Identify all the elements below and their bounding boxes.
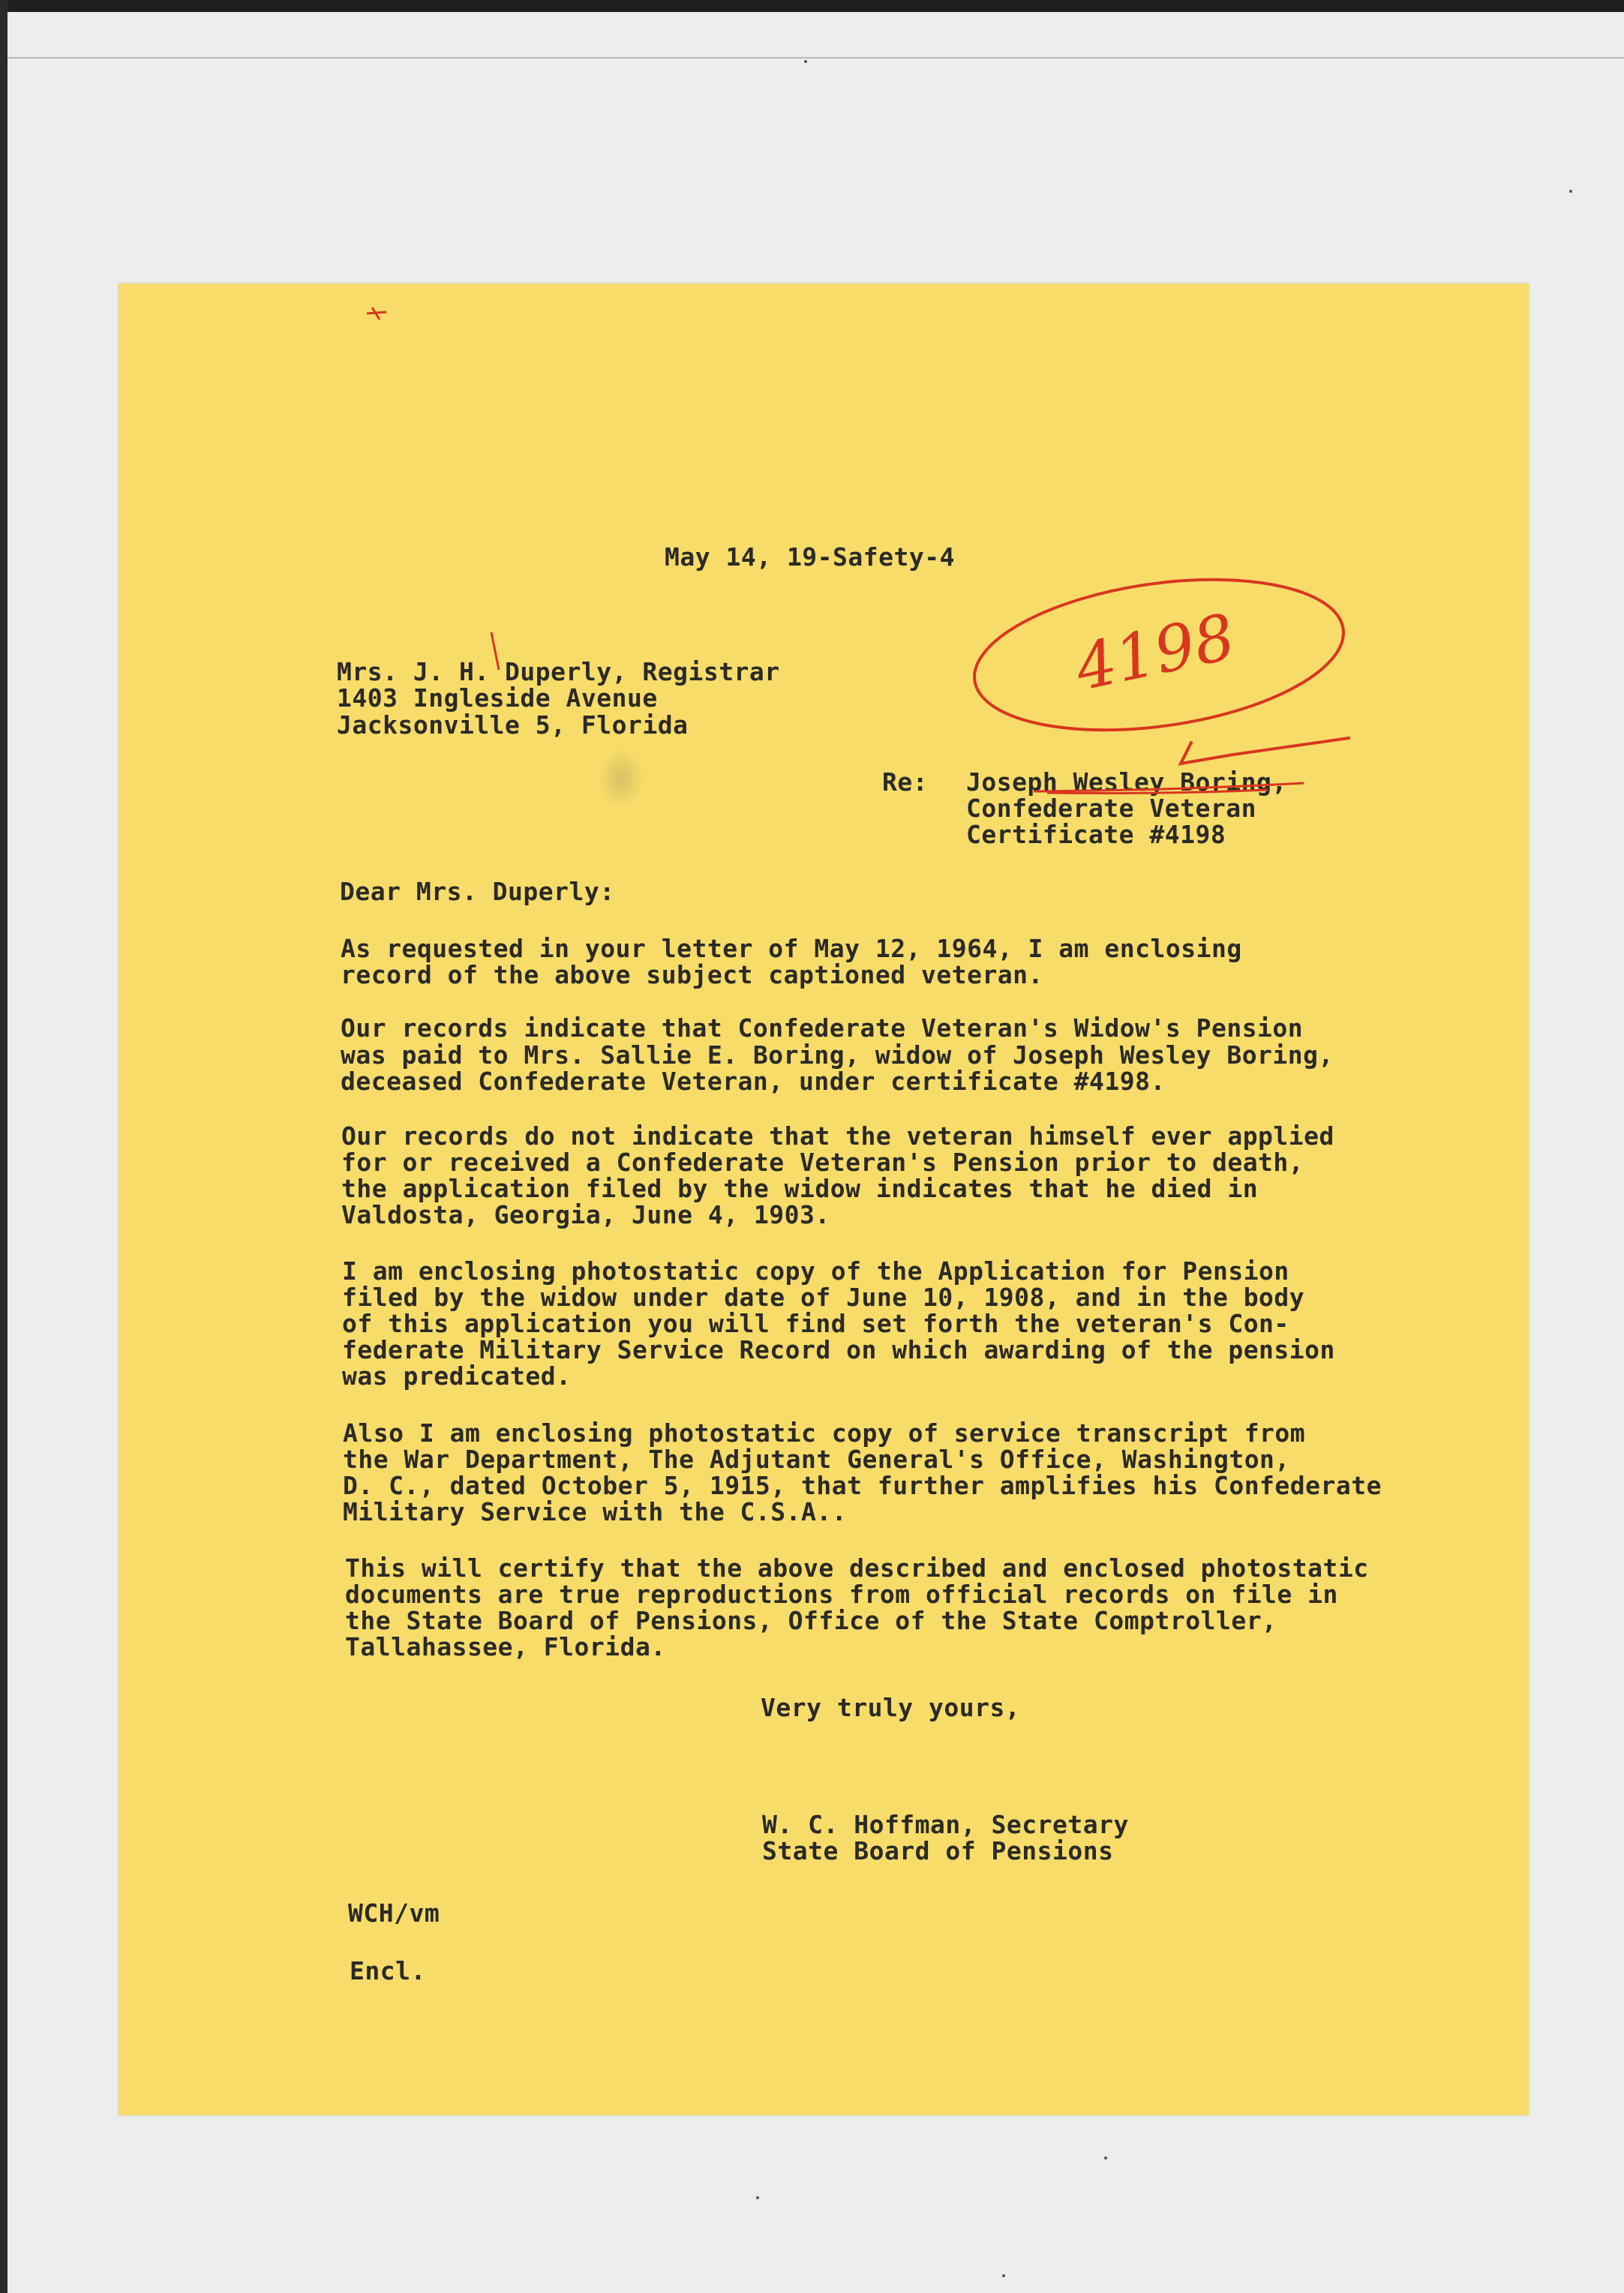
paragraph-line: the War Department, The Adjutant General's Office, Washington, [343, 1445, 1290, 1474]
paragraph-line: filed by the widow under date of June 10, 1908, and in the body [342, 1283, 1305, 1312]
re-line: Joseph Wesley Boring, [966, 767, 1287, 797]
salutation: Dear Mrs. Duperly: [340, 877, 615, 906]
dust-speck [804, 60, 807, 63]
letter-date: May 14, 19-Safety-4 [665, 542, 955, 572]
dust-speck [756, 2196, 759, 2199]
letter-page [119, 284, 1529, 2115]
paragraph-line: the application filed by the widow indicates that he died in [341, 1174, 1259, 1203]
scan-left-edge [0, 0, 8, 2293]
re-line: Certificate #4198 [966, 820, 1226, 849]
dust-speck [1002, 2274, 1005, 2277]
paragraph-line: Tallahassee, Florida. [345, 1632, 666, 1661]
paragraph-line: D. C., dated October 5, 1915, that further amplifies his Confederate [343, 1471, 1382, 1500]
re-label: Re: [882, 767, 929, 797]
closing: Very truly yours, [761, 1693, 1021, 1722]
paragraph-line: was paid to Mrs. Sallie E. Boring, widow of Joseph Wesley Boring, [341, 1040, 1334, 1070]
paragraph-line: record of the above subject captioned veteran. [341, 960, 1043, 989]
addressee-line: 1403 Ingleside Avenue [337, 683, 658, 713]
paragraph-line: for or received a Confederate Veteran's Pension prior to death, [341, 1148, 1304, 1177]
typist-initials: WCH/vm [348, 1898, 440, 1928]
paragraph-line: was predicated. [342, 1361, 572, 1391]
hand-check-stroke [1181, 738, 1349, 764]
paragraph-line: This will certify that the above described and enclosed photostatic [345, 1553, 1369, 1583]
scan-top-line [8, 57, 1624, 59]
paragraph-line: As requested in your letter of May 12, 1964, I am enclosing [341, 934, 1242, 963]
scan-top-edge [0, 0, 1624, 12]
paragraph-line: federate Military Service Record on which awarding of the pension [342, 1335, 1335, 1364]
paragraph-line: Valdosta, Georgia, June 4, 1903. [341, 1200, 830, 1229]
addressee-line: Jacksonville 5, Florida [337, 710, 689, 740]
hand-circle [965, 558, 1353, 751]
paragraph-line: deceased Confederate Veteran, under certificate #4198. [341, 1067, 1166, 1096]
enclosure-note: Encl. [350, 1956, 426, 1985]
re-line: Confederate Veteran [966, 794, 1256, 823]
paragraph-line: documents are true reproductions from official records on file in [345, 1580, 1338, 1609]
paragraph-line: Military Service with the C.S.A.. [343, 1497, 848, 1526]
paragraph-line: I am enclosing photostatic copy of the Application for Pension [342, 1256, 1289, 1286]
paragraph-line: Our records indicate that Confederate Veteran's Widow's Pension [341, 1013, 1304, 1043]
paragraph-line: Also I am enclosing photostatic copy of service transcript from [343, 1418, 1306, 1448]
corner-mark [367, 308, 386, 320]
handwritten-number: 4198 [1069, 599, 1241, 705]
paragraph-line: Our records do not indicate that the veteran himself ever applied [341, 1121, 1334, 1151]
dust-speck [1569, 190, 1572, 193]
addressee-line: Mrs. J. H. Duperly, Registrar [337, 657, 780, 686]
dust-speck [1104, 2156, 1107, 2159]
smudge-mark [599, 749, 644, 809]
signature-line: W. C. Hoffman, Secretary [762, 1810, 1129, 1839]
paragraph-line: of this application you will find set forth the veteran's Con- [342, 1309, 1289, 1338]
paragraph-line: the State Board of Pensions, Office of the State Comptroller, [345, 1606, 1277, 1635]
signature-line: State Board of Pensions [762, 1836, 1114, 1865]
